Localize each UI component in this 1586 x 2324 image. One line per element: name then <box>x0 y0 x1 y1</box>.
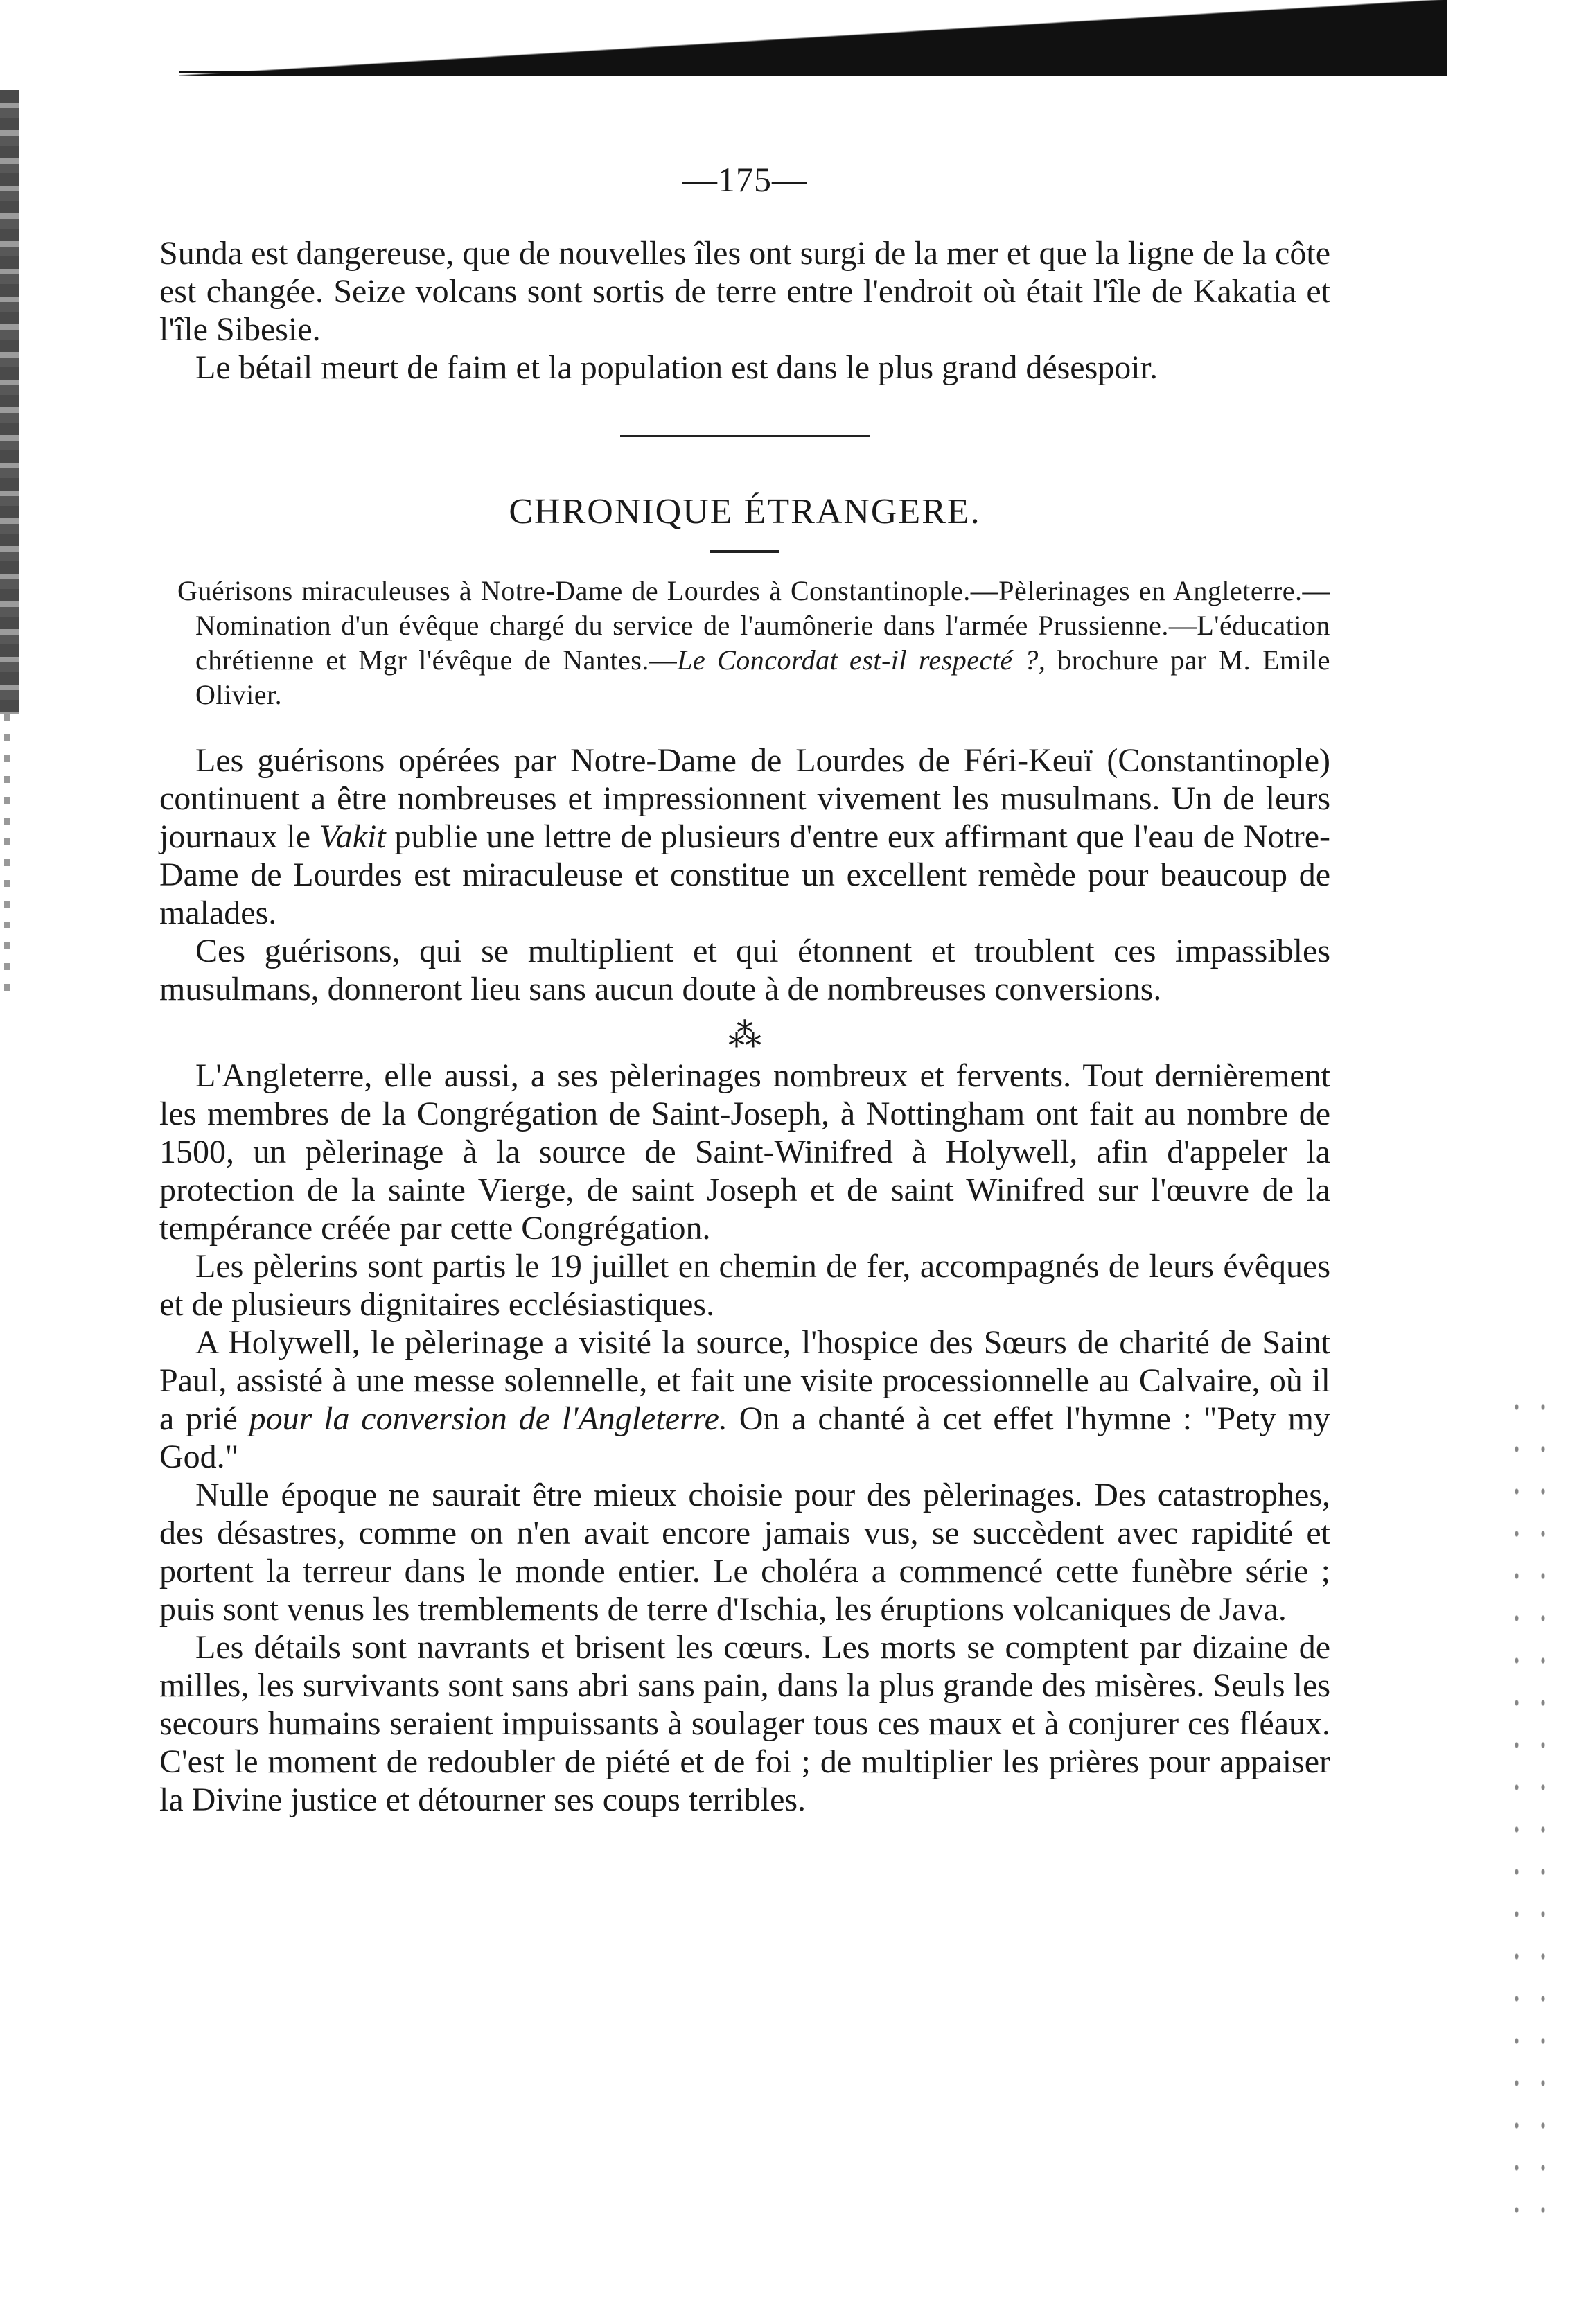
scan-top-line <box>179 71 1447 73</box>
scan-binding-edge-lower <box>4 714 10 1005</box>
scan-top-border <box>179 0 1447 76</box>
article-paragraph <box>159 1476 1330 1628</box>
paragraph-text-end: publie une lettre de plusieurs d'entre eux affirmant que l'eau de Notre-Dame de Lourdes est miraculeuse et constitue un excellent remède pour beaucoup de malades. <box>159 818 1330 931</box>
page-number: —175— <box>682 160 807 199</box>
paragraph-text: Les pèlerins sont partis le 19 juillet en chemin de fer, accompagnés de leurs évêques et de plusieurs dignitaires ecclésiastiques. <box>159 1248 1330 1323</box>
section-separator <box>620 435 870 437</box>
article-paragraph <box>159 1323 1330 1476</box>
document-page <box>159 159 1330 1819</box>
paragraph-italic: Vakit <box>319 818 386 855</box>
article-body-part2 <box>159 1057 1330 1819</box>
article-paragraph <box>159 741 1330 932</box>
paragraph-italic: pour la conversion de l'Angleterre. <box>249 1400 728 1437</box>
paragraph-text: Les détails sont navrants et brisent les cœurs. Les morts se comptent par dizaine de milles, les survivants sont sans abri sans pain, dans la plus grande des misères. Seuls les secours humains seraient impuissants à soulager tous ces maux et à conjurer ces fléaux. C'est le moment de redoubler de piété et de foi ; de multiplier les prières pour appaiser la Divine justice et détourner ses coups terribles. <box>159 1629 1330 1818</box>
paragraph-text: Ces guérisons, qui se multiplient et qui étonnent et troublent ces impassibles musulmans, donneront lieu sans aucun doute à de nombreuses conversions. <box>159 933 1330 1007</box>
article-paragraph <box>159 932 1330 1008</box>
summary-text: Guérisons miraculeuses à Notre-Dame de Lourdes à Constantinople.—Pèlerinages en Angleterre.—Nomination d'un évêque chargé du service de l'aumônerie dans l'armée Prussienne.—L'éducation chrétienne et Mgr l'évêque de Nantes.— <box>177 575 1330 676</box>
paragraph-text-end: On a chanté à cet effet l'hymne : "Pety my God." <box>159 1400 1330 1475</box>
article-paragraph <box>159 1057 1330 1247</box>
opening-paragraph-2: Le bétail meurt de faim et la population est dans le plus grand désespoir. <box>195 349 1158 386</box>
summary-italic: Le Concordat est-il respecté ?, <box>677 644 1046 676</box>
paragraph-text: L'Angleterre, elle aussi, a ses pèlerinages nombreux et fervents. Tout dernièrement les membres de la Congrégation de Saint-Joseph, à Nottingham ont fait au nombre de 1500, un pèlerinage à la source de Saint-Winifred à Holywell, afin d'appeler la protection de la sainte Vierge, de saint Joseph et de saint Winifred sur l'œuvre de la tempérance créée par cette Congrégation. <box>159 1057 1330 1247</box>
scan-binding-edge <box>0 90 19 714</box>
paragraph-text: Nulle époque ne saurait être mieux choisie pour des pèlerinages. Des catastrophes, des désastres, comme on n'en avait encore jamais vus, se succèdent avec rapidité et portent la terreur dans le monde entier. Le choléra a commencé cette funèbre série ; puis sont venus les tremblements de terre d'Ischia, les éruptions volcaniques de Java. <box>159 1477 1330 1628</box>
section-summary <box>159 574 1330 712</box>
article-paragraph <box>159 1628 1330 1819</box>
summary-text-end: brochure par M. Emile Olivier. <box>195 644 1330 710</box>
paragraph-text: A Holywell, le pèlerinage a visité la source, l'hospice des Sœurs de charité de Saint Paul, assisté à une messe solennelle, et fait une visite processionnelle au Calvaire, où il a prié <box>159 1324 1330 1437</box>
opening-paragraph: Sunda est dangereuse, que de nouvelles îles ont surgi de la mer et que la ligne de la côte est changée. Seize volcans sont sortis de terre entre l'endroit où était l'île de Kakatia et l'île Sibesie. <box>159 235 1330 348</box>
article-body-part1 <box>159 741 1330 1008</box>
section-title: CHRONIQUE ÉTRANGERE. <box>509 492 981 531</box>
article-paragraph <box>159 1247 1330 1323</box>
title-rule <box>710 550 779 553</box>
asterism-divider: ⁂ <box>728 1017 761 1054</box>
paragraph-text: Les guérisons opérées par Notre-Dame de Lourdes de Féri-Keuï (Constantinople) continuent a être nombreuses et impressionnent vivement les musulmans. Un de leurs journaux le <box>159 742 1330 855</box>
scan-noise-specks <box>1504 1386 1566 2217</box>
